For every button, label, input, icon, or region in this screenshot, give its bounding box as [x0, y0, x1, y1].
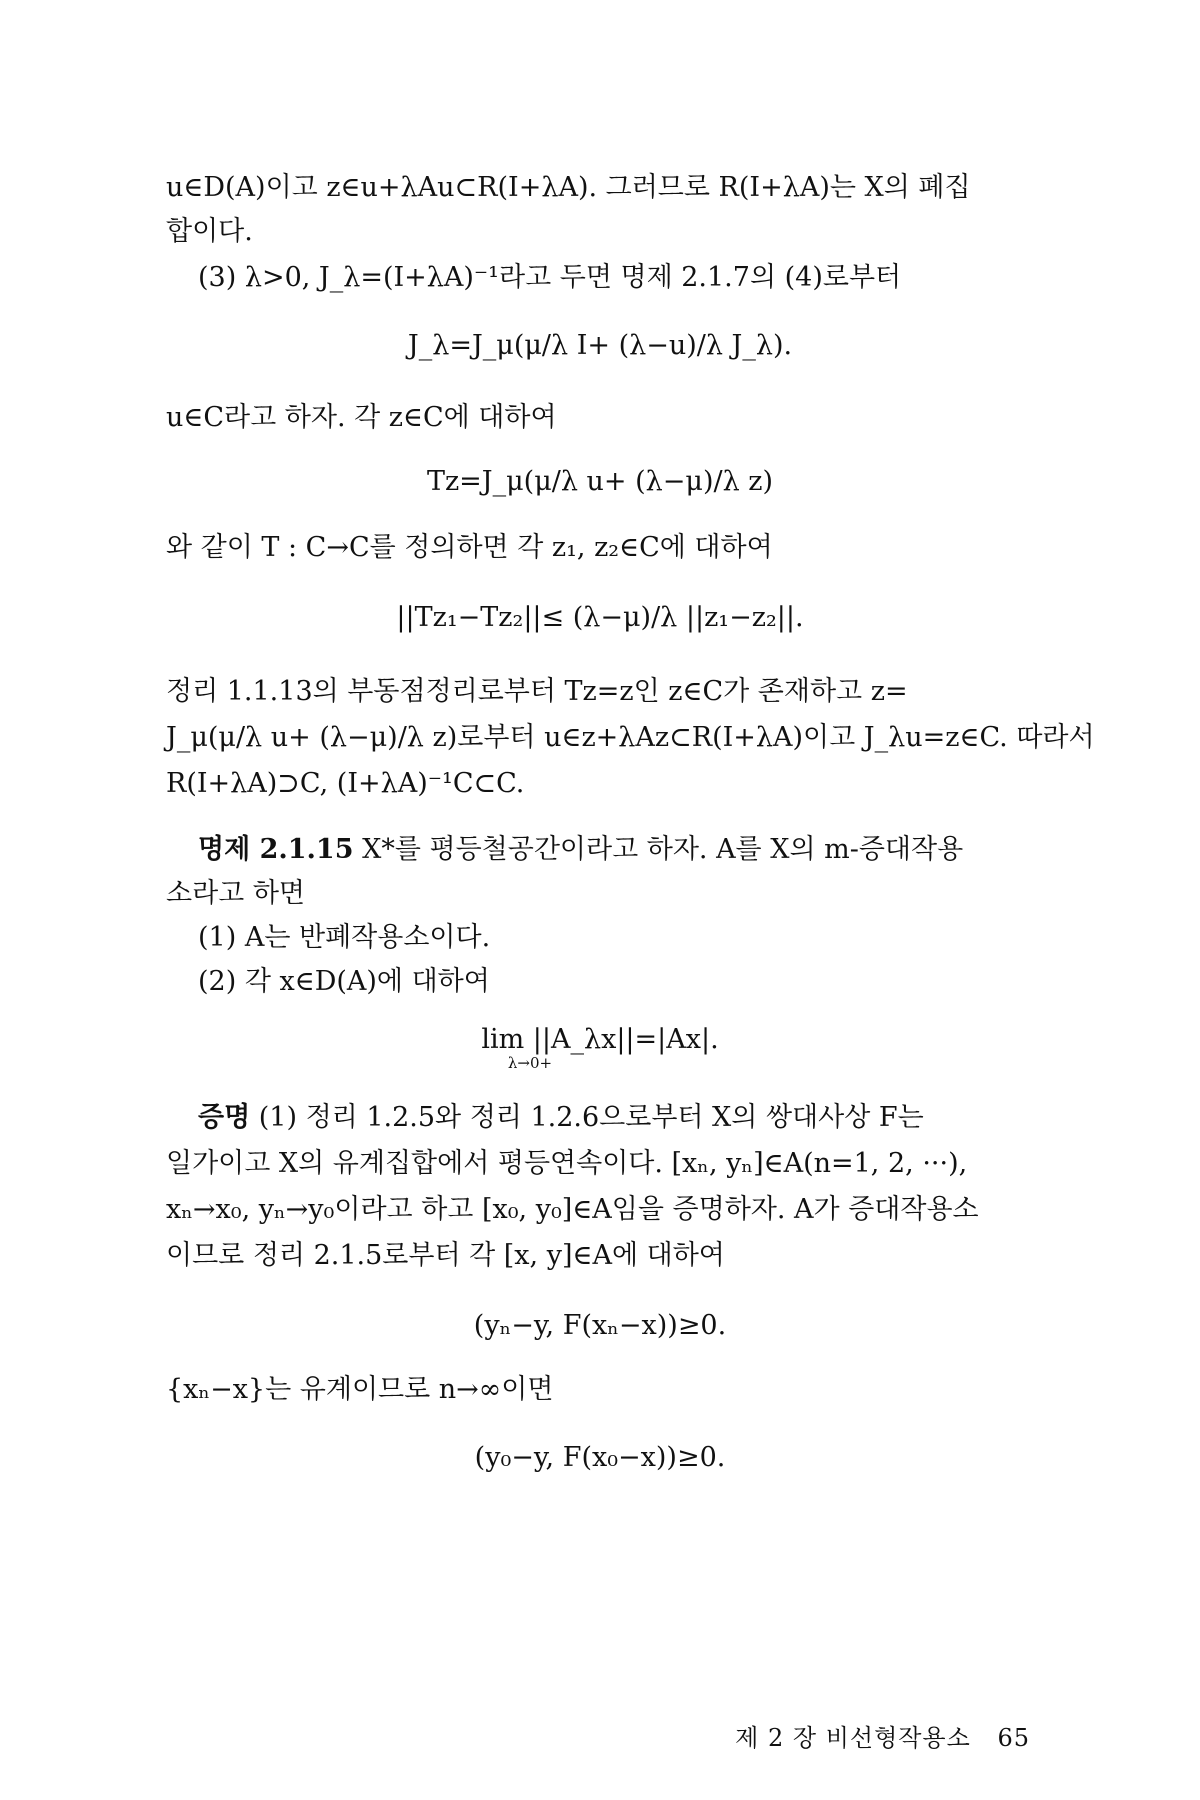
body-line-6: 정리 1.1.13의 부동점정리로부터 Tz=z인 z∈C가 존재하고 z=: [166, 676, 908, 707]
proposition-heading: [198, 830, 1078, 870]
body-line-2: 합이다.: [166, 216, 253, 247]
page-footer: [735, 1718, 1030, 1753]
proof-line-4: 이므로 정리 2.1.5로부터 각 [x, y]∈A에 대하여: [166, 1240, 725, 1271]
body-line-3: (3) λ>0, J_λ=(I+λA)⁻¹라고 두면 명제 2.1.7의 (4)로부터: [198, 262, 902, 293]
proof-line-3: xₙ→x₀, yₙ→y₀이라고 하고 [x₀, y₀]∈A임을 증명하자. A가 증대작용소: [166, 1194, 979, 1225]
limit-equation: lim ||A_λx||=|Ax|.: [481, 1024, 719, 1055]
body-line-8: R(I+λA)⊃C, (I+λA)⁻¹C⊂C.: [166, 768, 525, 799]
proposition-text: X*를 평등철공간이라고 하자. A를 X의 m-증대작용: [362, 834, 964, 865]
proof-text: (1) 정리 1.2.5와 정리 1.2.6으로부터 X의 쌍대사상 F는: [258, 1102, 924, 1133]
equation-2: Tz=J_μ(μ/λ u+ (λ−μ)/λ z): [426, 466, 774, 497]
proof-line-1: [198, 1098, 1078, 1138]
page-number: 65: [997, 1724, 1030, 1752]
equation-3: ||Tz₁−Tz₂||≤ (λ−μ)/λ ||z₁−z₂||.: [396, 602, 804, 633]
proposition-item-1: (1) A는 반폐작용소이다.: [198, 922, 491, 953]
proposition-item-2: (2) 각 x∈D(A)에 대하여: [198, 966, 490, 997]
body-line-1: u∈D(A)이고 z∈u+λAu⊂R(I+λA). 그러므로 R(I+λA)는 X의 폐집: [166, 172, 971, 203]
chapter-title: 제 2 장 비선형작용소: [735, 1724, 971, 1752]
proof-line-2: 일가이고 X의 유계집합에서 평등연속이다. [xₙ, yₙ]∈A(n=1, 2, ···),: [166, 1148, 968, 1179]
proof-label: 증명: [198, 1102, 251, 1133]
proof-equation-2: (y₀−y, F(x₀−x))≥0.: [474, 1442, 726, 1473]
equation-1: J_λ=J_μ(μ/λ I+ (λ−u)/λ J_λ).: [407, 330, 793, 361]
limit-subscript: λ→0+: [507, 1054, 553, 1072]
body-line-7: J_μ(μ/λ u+ (λ−μ)/λ z)로부터 u∈z+λAz⊂R(I+λA)이고 J_λu=z∈C. 따라서: [166, 722, 1095, 753]
body-line-4: u∈C라고 하자. 각 z∈C에 대하여: [166, 402, 557, 433]
proof-equation-1: (yₙ−y, F(xₙ−x))≥0.: [473, 1310, 727, 1341]
body-line-5: 와 같이 T : C→C를 정의하면 각 z₁, z₂∈C에 대하여: [166, 532, 773, 563]
proposition-line-2: 소라고 하면: [166, 878, 305, 909]
proof-line-5: {xₙ−x}는 유계이므로 n→∞이면: [166, 1374, 554, 1405]
proposition-label: 명제 2.1.15: [198, 834, 354, 865]
